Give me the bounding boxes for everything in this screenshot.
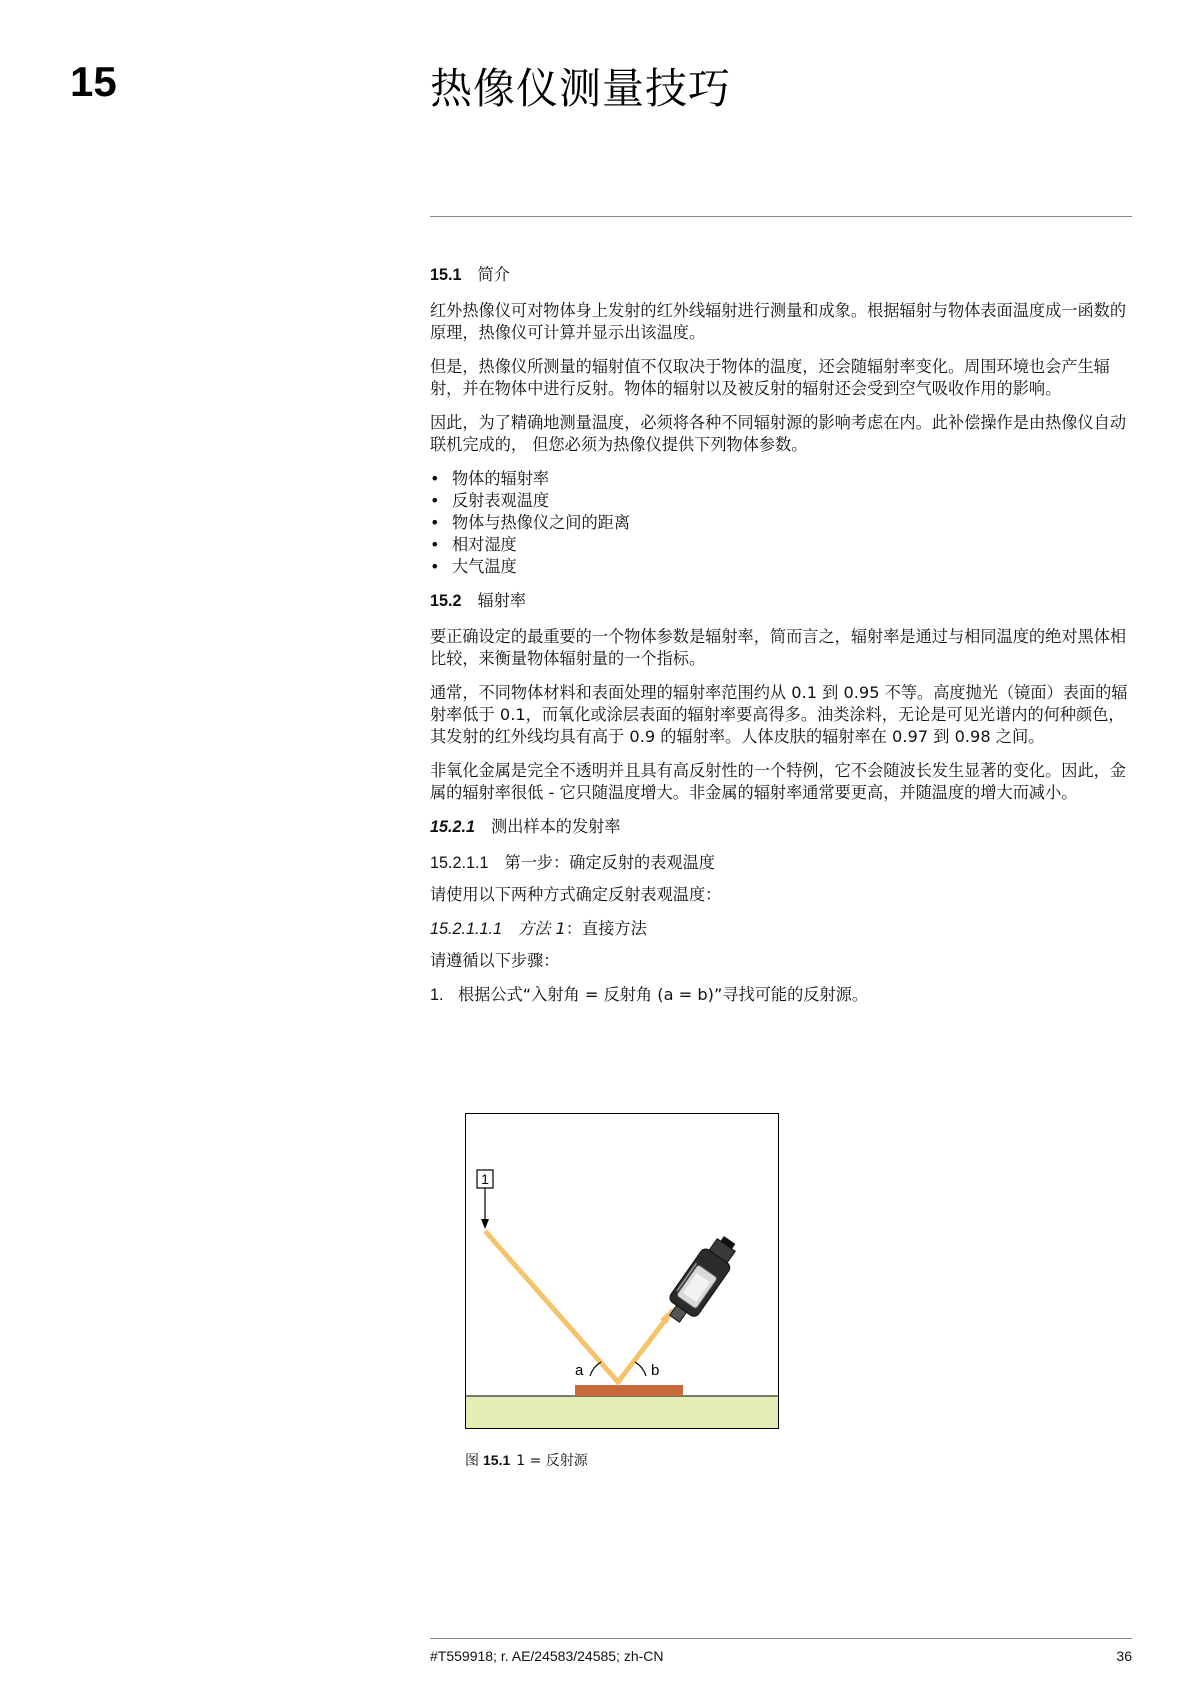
subsection-number: 15.2.1	[430, 818, 476, 836]
bullet-icon: •	[430, 469, 440, 488]
header-divider	[430, 216, 1132, 217]
footer-divider	[430, 1638, 1132, 1639]
subsection-heading-15-2-1	[430, 816, 1130, 838]
paragraph: 通常，不同物体材料和表面处理的辐射率范围约从 0.1 到 0.95 不等。高度抛光（镜面）表面的辐射率低于 0.1，而氧化或涂层表面的辐射率要高得多。油类涂料，无论是可见光谱内的何种颜色，其发射的红外线均具有高于 0.9 的辐射率。人体皮肤的辐射率在 0.97 到 0.98 之间。	[430, 683, 1128, 746]
paragraph: 要正确设定的最重要的一个物体参数是辐射率，简而言之，辐射率是通过与相同温度的绝对黑体相比较，来衡量物体辐射量的一个指标。	[430, 627, 1127, 668]
section-heading-15-2	[430, 590, 1130, 612]
figure-frame	[466, 1114, 779, 1429]
step-item	[430, 984, 1130, 1006]
chapter-title: 热像仪测量技巧	[430, 64, 732, 113]
parameter-list	[430, 468, 1130, 578]
list-item-text: 大气温度	[452, 557, 517, 576]
caption-text: 1 = 反射源	[516, 1453, 588, 1469]
section-number: 15.2	[430, 592, 462, 610]
section-heading-15-1	[430, 264, 1130, 286]
floor-surface	[466, 1396, 778, 1428]
list-item-text: 反射表观温度	[452, 491, 550, 510]
list-item	[430, 490, 1130, 512]
list-item	[430, 556, 1130, 578]
callout-number: 1	[481, 1171, 489, 1187]
method-label: 方法 1	[518, 919, 566, 938]
step-number: 1.	[430, 986, 444, 1004]
step-text: 根据公式“入射角 = 反射角 (a = b)”寻找可能的反射源。	[458, 985, 869, 1004]
target-object	[575, 1385, 683, 1396]
list-item-text: 物体的辐射率	[452, 469, 550, 488]
page-number: 36	[1116, 1648, 1132, 1664]
section-title: 简介	[477, 265, 510, 284]
subsection-title: 第一步：确定反射的表观温度	[504, 853, 715, 872]
section-title: 辐射率	[477, 591, 527, 610]
subsection-number: 15.2.1.1	[430, 854, 489, 872]
chapter-number: 15	[70, 58, 117, 105]
caption-prefix: 图	[465, 1453, 479, 1469]
paragraph: 请遵循以下步骤：	[430, 951, 560, 970]
reflection-figure	[465, 1113, 779, 1429]
subsection-heading-15-2-1-1-1	[430, 918, 1130, 940]
list-item-text: 物体与热像仪之间的距离	[452, 513, 631, 532]
list-item-text: 相对湿度	[452, 535, 517, 554]
steps-list	[430, 984, 1130, 1006]
paragraph: 非氧化金属是完全不透明并且具有高反射性的一个特例，它不会随波长发生显著的变化。因此，金属的辐射率很低 - 它只随温度增大。非金属的辐射率通常要更高，并随温度的增大而减小。	[430, 761, 1127, 802]
paragraph: 请使用以下两种方式确定反射表观温度：	[430, 885, 722, 904]
list-item	[430, 534, 1130, 556]
main-content	[430, 264, 1130, 1018]
angle-a-label: a	[575, 1362, 584, 1379]
method-title: ：直接方法	[565, 919, 647, 938]
section-number: 15.1	[430, 266, 462, 284]
subsection-title: 测出样本的发射率	[491, 817, 621, 836]
figure-caption	[465, 1450, 588, 1470]
caption-number: 15.1	[483, 1452, 511, 1468]
bullet-icon: •	[430, 513, 440, 532]
subsection-number: 15.2.1.1.1	[430, 920, 503, 938]
subsection-heading-15-2-1-1	[430, 852, 1130, 874]
bullet-icon: •	[430, 557, 440, 576]
list-item	[430, 512, 1130, 534]
paragraph: 红外热像仪可对物体身上发射的红外线辐射进行测量和成象。根据辐射与物体表面温度成一函数的原理，热像仪可计算并显示出该温度。	[430, 301, 1127, 342]
angle-b-label: b	[651, 1362, 660, 1379]
document-id: #T559918; r. AE/24583/24585; zh-CN	[430, 1648, 664, 1664]
paragraph: 因此，为了精确地测量温度，必须将各种不同辐射源的影响考虑在内。此补偿操作是由热像仪自动联机完成的， 但您必须为热像仪提供下列物体参数。	[430, 413, 1127, 454]
bullet-icon: •	[430, 491, 440, 510]
list-item	[430, 468, 1130, 490]
paragraph: 但是，热像仪所测量的辐射值不仅取决于物体的温度，还会随辐射率变化。周围环境也会产生辐射，并在物体中进行反射。物体的辐射以及被反射的辐射还会受到空气吸收作用的影响。	[430, 357, 1110, 398]
bullet-icon: •	[430, 535, 440, 554]
